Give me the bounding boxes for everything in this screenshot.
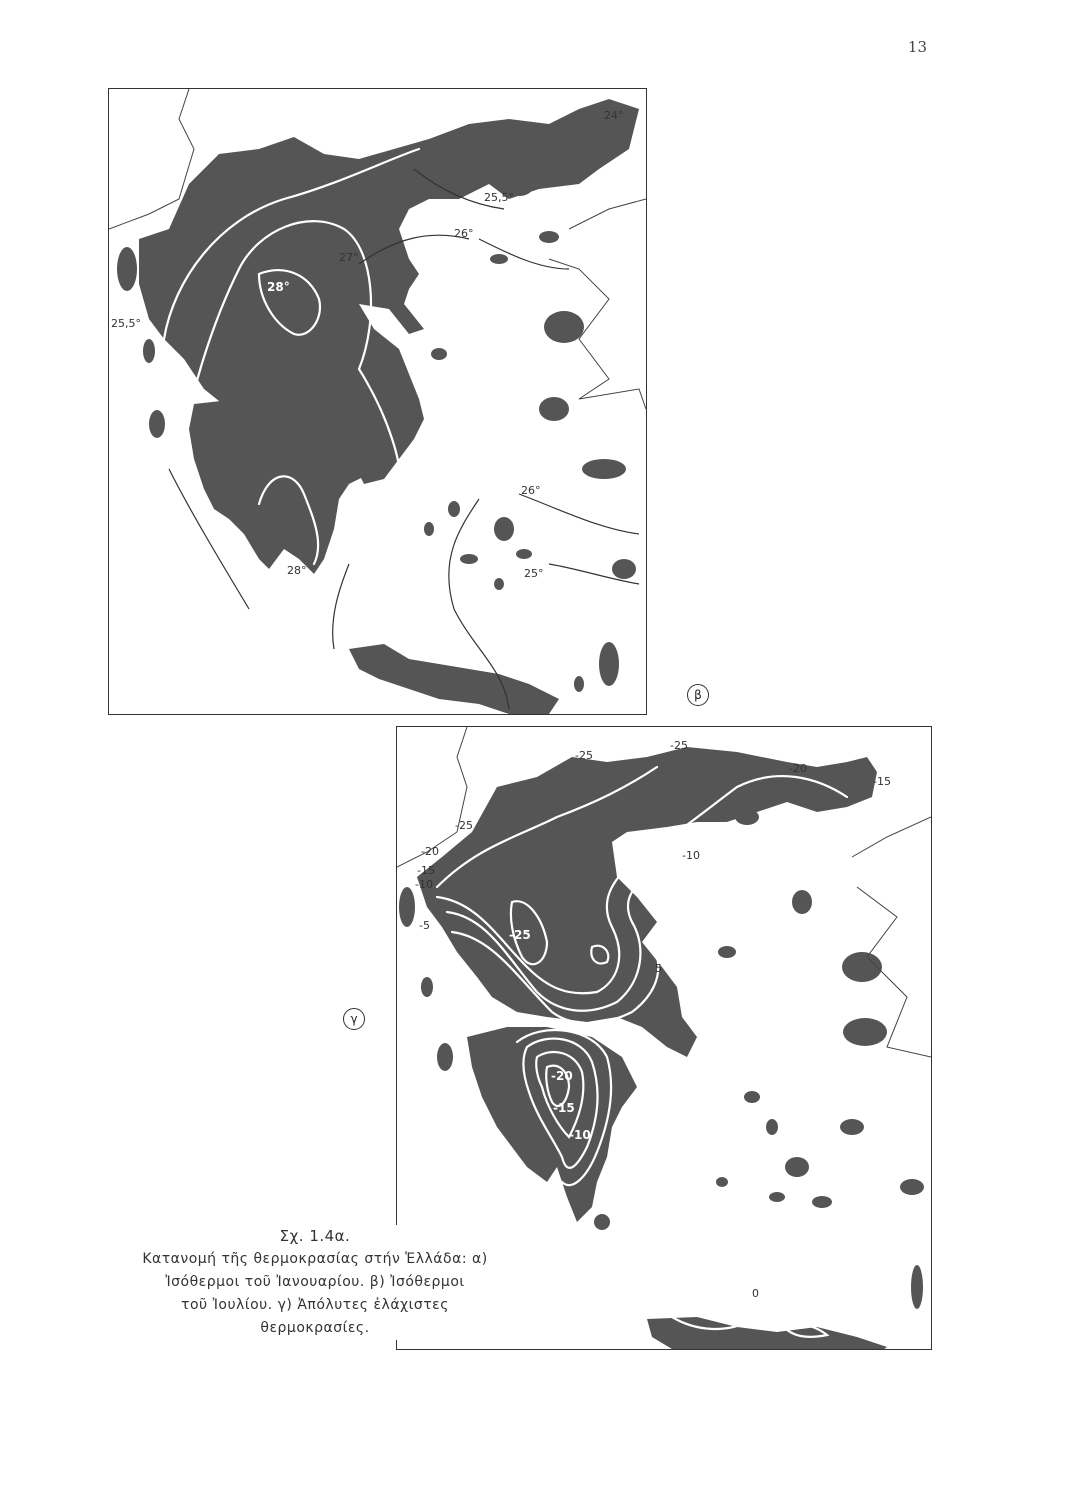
isotherm-label: 25,5° bbox=[111, 317, 141, 330]
isoline-label: -5 bbox=[419, 919, 430, 932]
isoline-label: -25 bbox=[670, 739, 688, 752]
isoline-label: -10 bbox=[682, 849, 700, 862]
crete bbox=[349, 644, 559, 714]
isotherm-label: 26° bbox=[454, 227, 474, 240]
isoline-label: -25 bbox=[575, 749, 593, 762]
map-july-isotherms bbox=[108, 88, 647, 715]
caption-line: τοῦ Ἰουλίου. γ) Ἀπόλυτες ἐλάχιστες bbox=[181, 1297, 449, 1313]
panel-label-beta: β bbox=[687, 684, 709, 706]
isotherm-label: 28° bbox=[287, 564, 307, 577]
isotherm-label: 25,5° bbox=[484, 191, 514, 204]
map-july-svg bbox=[109, 89, 646, 714]
isoline-label: 0 bbox=[752, 1287, 759, 1300]
isotherm-label: 26° bbox=[521, 484, 541, 497]
isoline-label: -20 bbox=[789, 762, 807, 775]
peloponnese bbox=[467, 1027, 637, 1222]
isoline-label: -25 bbox=[509, 928, 531, 942]
isoline-label: -25 bbox=[455, 819, 473, 832]
isoline-label: -15 bbox=[553, 1101, 575, 1115]
isoline-label: 5 bbox=[655, 962, 662, 975]
caption-title: Σχ. 1.4α. bbox=[279, 1227, 351, 1245]
isoline-label: -10 bbox=[569, 1128, 591, 1142]
panel-label-gamma: γ bbox=[343, 1008, 365, 1030]
isoline-label: -20 bbox=[421, 845, 439, 858]
page-number: 13 bbox=[907, 38, 927, 56]
figure-caption bbox=[100, 1225, 530, 1340]
caption-line: Ἰσόθερμοι τοῦ Ἰανουαρίου. β) Ἰσόθερμοι bbox=[165, 1274, 465, 1290]
isotherm-label: 28° bbox=[267, 280, 290, 294]
isotherm-label: 27° bbox=[339, 251, 359, 264]
isoline-label: -10 bbox=[415, 878, 433, 891]
isoline-label: -15 bbox=[873, 775, 891, 788]
isoline-label: -20 bbox=[551, 1069, 573, 1083]
isotherm-label: 25° bbox=[524, 567, 544, 580]
caption-line: θερμοκρασίες. bbox=[260, 1320, 370, 1336]
isoline-label: -15 bbox=[417, 864, 435, 877]
caption-line: Κατανομή τῆς θερμοκρασίας στήν Ἑλλάδα: α) bbox=[142, 1251, 488, 1267]
isotherm-label: 24° bbox=[604, 109, 624, 122]
